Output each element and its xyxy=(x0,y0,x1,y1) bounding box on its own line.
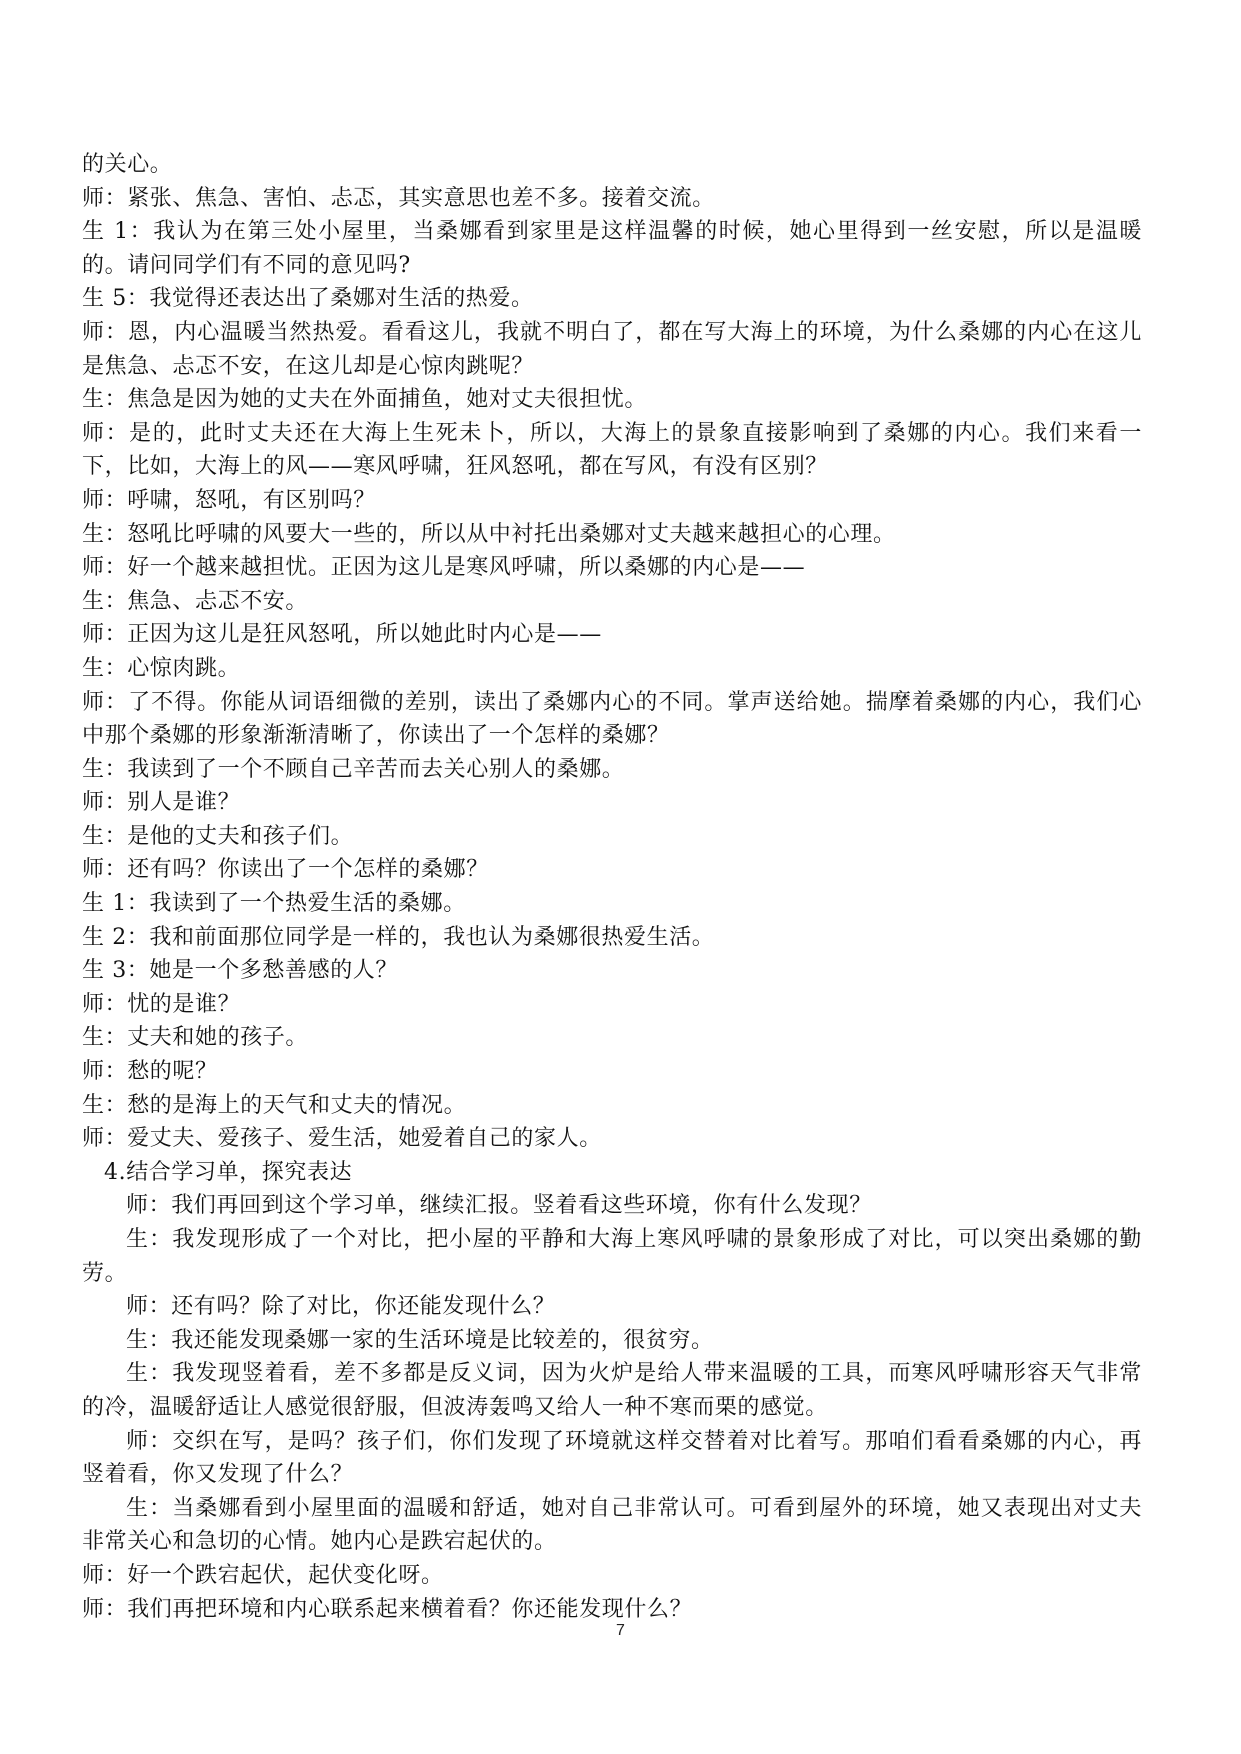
paragraph: 师：正因为这儿是狂风怒吼，所以她此时内心是—— xyxy=(82,622,602,648)
paragraph: 生 5：我觉得还表达出了桑娜对生活的热爱。 xyxy=(82,286,534,312)
paragraph: 的关心。 xyxy=(82,152,173,177)
paragraph: 师：紧张、焦急、害怕、忐忑，其实意思也差不多。接着交流。 xyxy=(82,185,715,211)
paragraph: 师：好一个跌宕起伏，起伏变化呀。 xyxy=(82,1562,444,1588)
body-text xyxy=(82,148,1142,1626)
paragraph: 师：愁的呢？ xyxy=(82,1059,218,1085)
paragraph: 师：我们再回到这个学习单，继续汇报。竖着看这些环境，你有什么发现？ xyxy=(126,1193,872,1219)
paragraph: 生：怒吼比呼啸的风要大一些的，所以从中衬托出桑娜对丈夫越来越担心的心理。 xyxy=(82,521,896,547)
paragraph: 生：当桑娜看到小屋里面的温暖和舒适，她对自己非常认可。可看到屋外的环境，她又表现出对丈夫非常关心和急切的心情。她内心是跌宕起伏的。 xyxy=(82,1495,1142,1555)
paragraph: 生 3：她是一个多愁善感的人？ xyxy=(82,958,398,984)
paragraph: 生 1：我读到了一个热爱生活的桑娜。 xyxy=(82,891,466,917)
paragraph: 生：是他的丈夫和孩子们。 xyxy=(82,823,354,849)
paragraph: 师：别人是谁？ xyxy=(82,790,241,816)
paragraph: 生 2：我和前面那位同学是一样的，我也认为桑娜很热爱生活。 xyxy=(82,924,715,950)
paragraph: 师：好一个越来越担忧。正因为这儿是寒风呼啸，所以桑娜的内心是—— xyxy=(82,555,806,581)
paragraph: 生：心惊肉跳。 xyxy=(82,655,241,681)
paragraph: 师：恩，内心温暖当然热爱。看看这儿，我就不明白了，都在写大海上的环境，为什么桑娜的内心在这儿是焦急、忐忑不安，在这儿却是心惊肉跳呢？ xyxy=(82,319,1142,379)
paragraph: 生：我发现竖着看，差不多都是反义词，因为火炉是给人带来温暖的工具，而寒风呼啸形容天气非常的冷，温暖舒适让人感觉很舒服，但波涛轰鸣又给人一种不寒而栗的感觉。 xyxy=(82,1361,1142,1420)
paragraph: 师：还有吗？你读出了一个怎样的桑娜？ xyxy=(82,857,489,883)
paragraph: 生 1：我认为在第三处小屋里，当桑娜看到家里是这样温馨的时候，她心里得到一丝安慰，所以是温暖的。请问同学们有不同的意见吗? xyxy=(82,219,1142,278)
page-number: 7 xyxy=(616,1622,625,1639)
paragraph: 师：还有吗？除了对比，你还能发现什么？ xyxy=(126,1294,556,1320)
paragraph: 师：我们再把环境和内心联系起来横着看？你还能发现什么？ xyxy=(82,1596,693,1622)
paragraph: 生：丈夫和她的孩子。 xyxy=(82,1025,309,1051)
paragraph: 生：焦急、忐忑不安。 xyxy=(82,588,309,614)
paragraph: 生：焦急是因为她的丈夫在外面捕鱼，她对丈夫很担忧。 xyxy=(82,387,648,413)
paragraph: 生：我读到了一个不顾自己辛苦而去关心别人的桑娜。 xyxy=(82,756,625,782)
paragraph: 师：是的，此时丈夫还在大海上生死未卜，所以，大海上的景象直接影响到了桑娜的内心。我们来看一下，比如，大海上的风——寒风呼啸，狂风怒吼，都在写风，有没有区别？ xyxy=(82,420,1142,480)
paragraph: 师：交织在写，是吗？孩子们，你们发现了环境就这样交替着对比着写。那咱们看看桑娜的内心，再竖着看，你又发现了什么？ xyxy=(82,1428,1142,1488)
paragraph: 生：愁的是海上的天气和丈夫的情况。 xyxy=(82,1092,467,1118)
paragraph: 生：我还能发现桑娜一家的生活环境是比较差的，很贫穷。 xyxy=(126,1327,714,1353)
paragraph: 师：呼啸，怒吼，有区别吗？ xyxy=(82,487,376,513)
paragraph: 师：忧的是谁？ xyxy=(82,991,241,1017)
paragraph: 师：爱丈夫、爱孩子、爱生活，她爱着自己的家人。 xyxy=(82,1126,602,1152)
section-heading: 4.结合学习单，探究表达 xyxy=(104,1159,353,1185)
paragraph: 生：我发现形成了一个对比，把小屋的平静和大海上寒风呼啸的景象形成了对比，可以突出桑娜的勤劳。 xyxy=(82,1227,1142,1286)
paragraph: 师：了不得。你能从词语细微的差别，读出了桑娜内心的不同。掌声送给她。揣摩着桑娜的内心，我们心中那个桑娜的形象渐渐清晰了，你读出了一个怎样的桑娜？ xyxy=(82,689,1142,749)
